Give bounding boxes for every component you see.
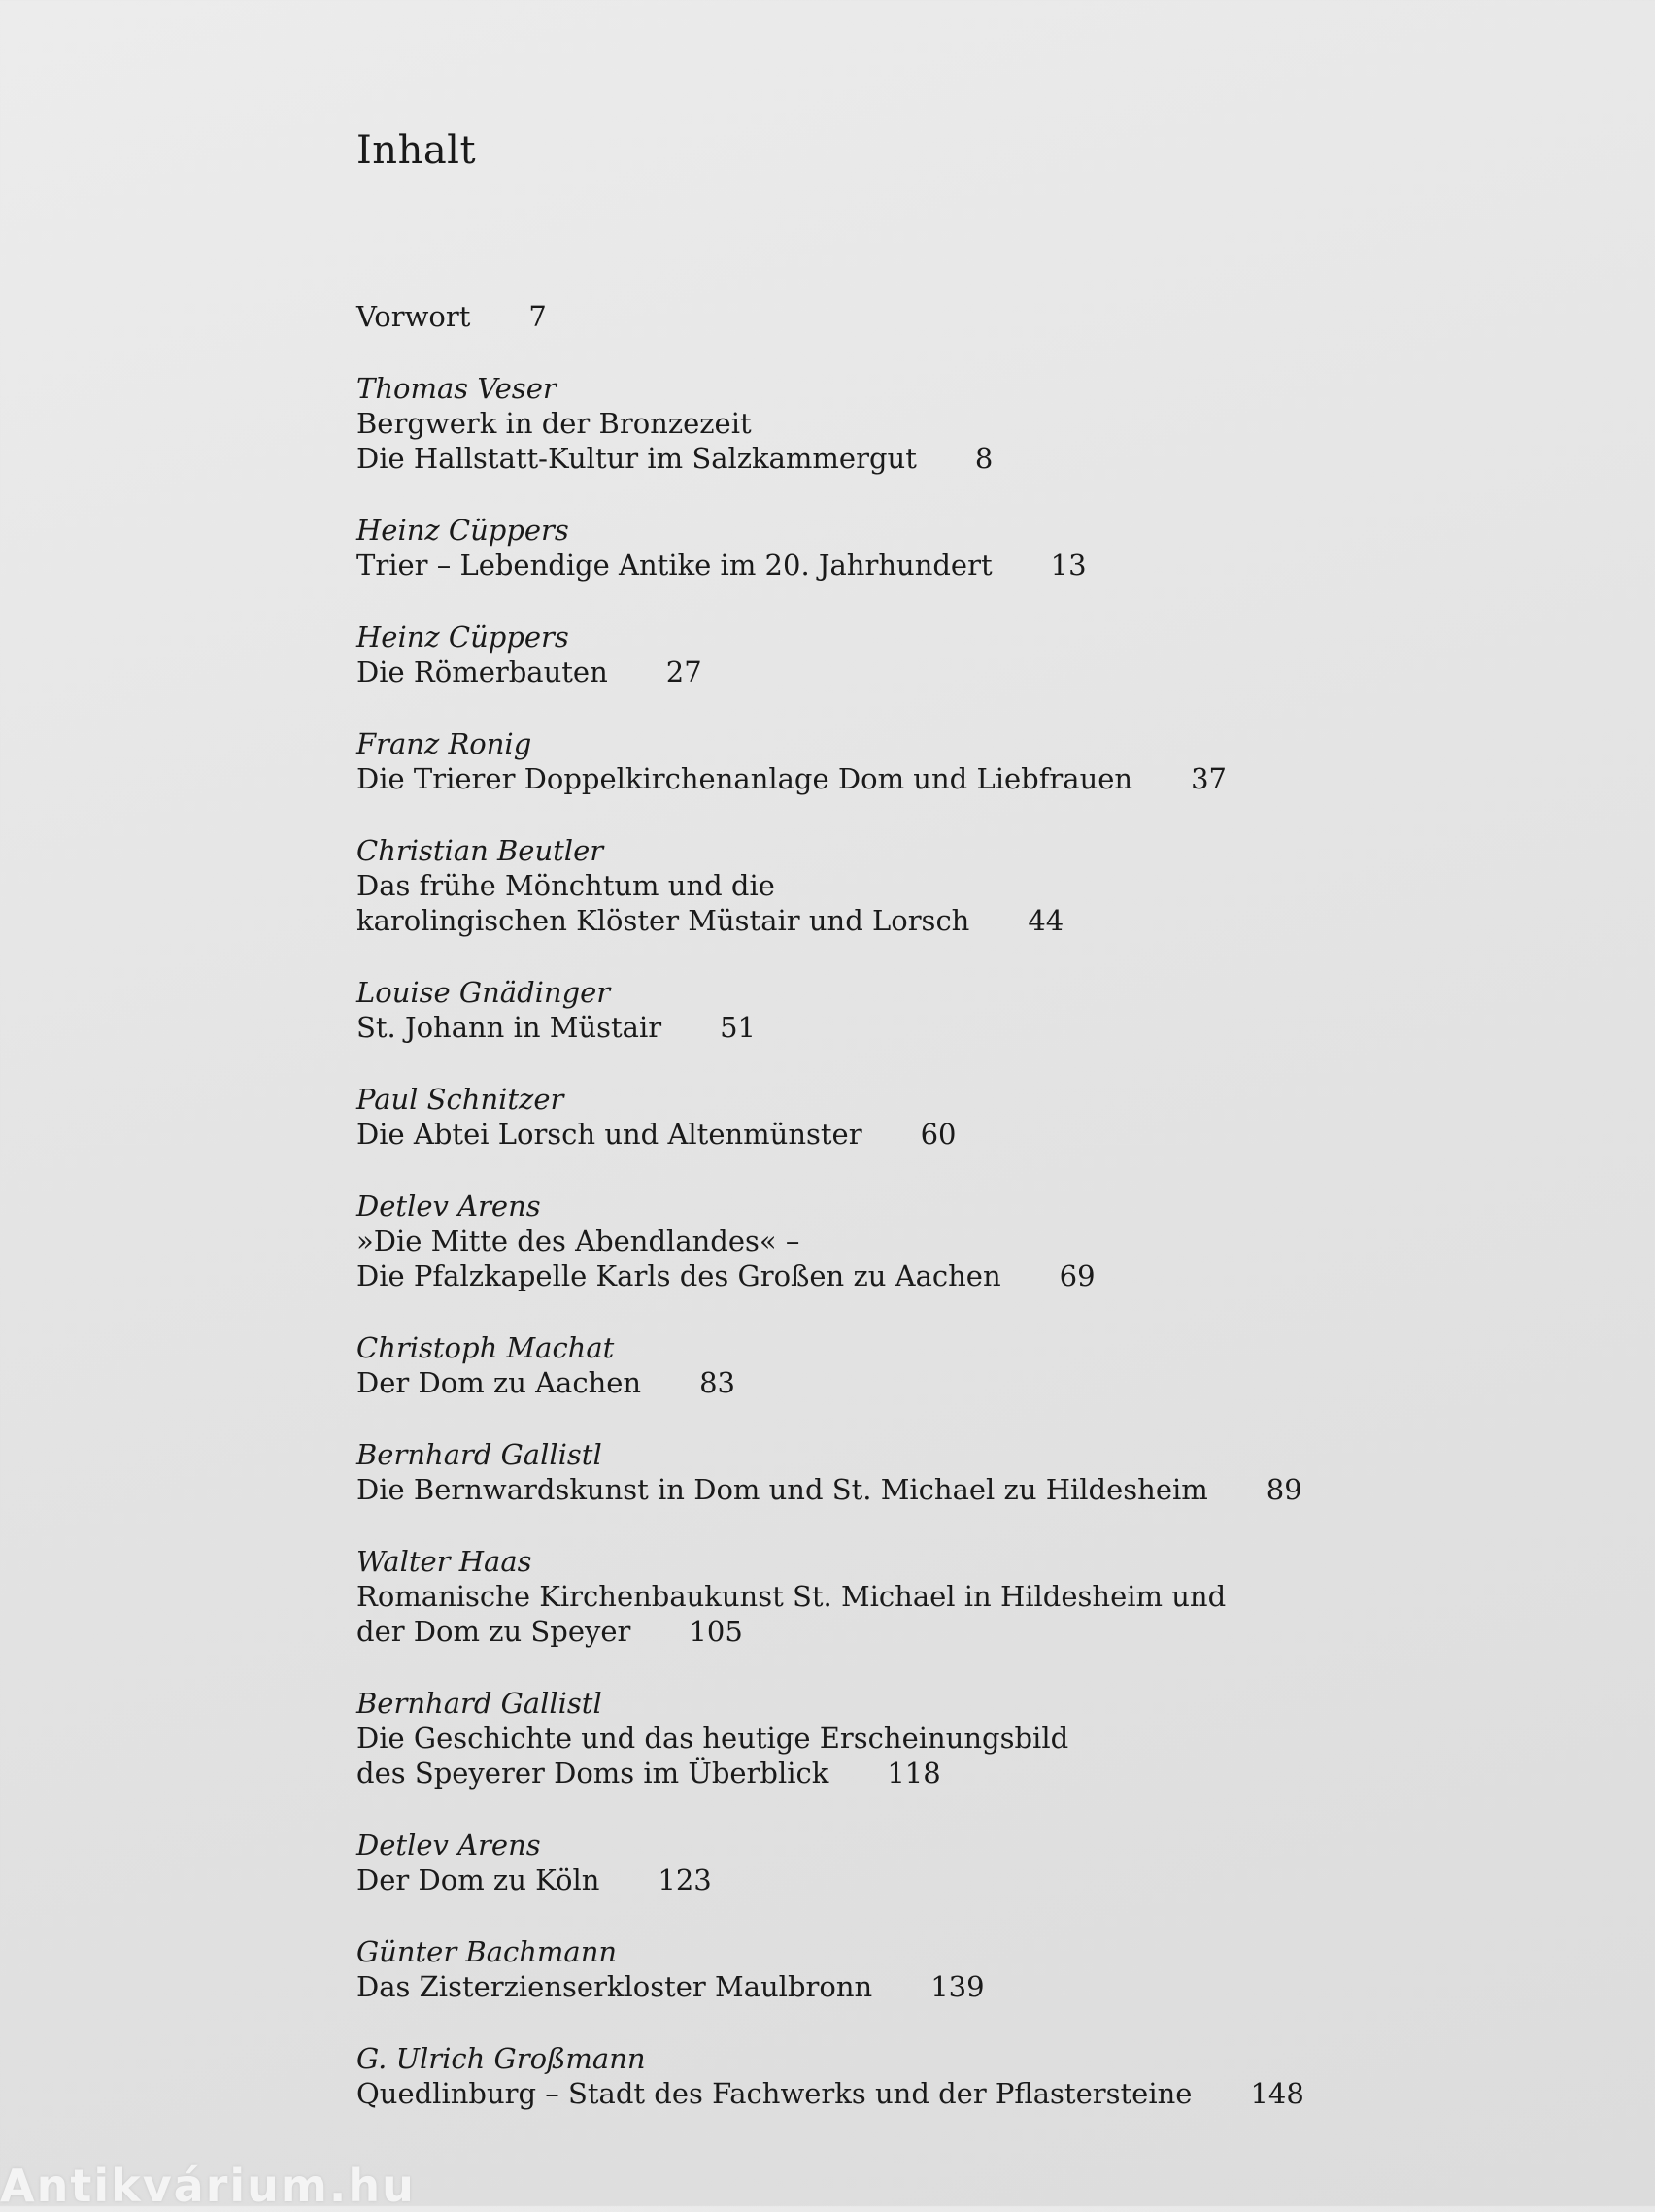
toc-entry [356, 833, 1328, 938]
toc-page-number: 44 [1028, 904, 1064, 937]
toc-title-text: St. Johann in Müstair [356, 1011, 662, 1044]
toc-title-line [356, 2076, 1328, 2111]
toc-author: Heinz Cüppers [356, 620, 569, 654]
toc-title-text: Die Geschichte und das heutige Erscheinungsbild [356, 1722, 1069, 1755]
toc-title-line [356, 1862, 1328, 1897]
toc-title-line [356, 1258, 1328, 1293]
toc-title-line [356, 868, 1328, 903]
toc-title-text: Trier – Lebendige Antike im 20. Jahrhundert [356, 549, 993, 582]
toc-entry [356, 1082, 1328, 1152]
toc-page-number: 13 [1050, 549, 1087, 582]
toc-title-text: Die Pfalzkapelle Karls des Großen zu Aachen [356, 1259, 1001, 1292]
toc-title-text: Die Hallstatt-Kultur im Salzkammergut [356, 442, 917, 475]
toc-title-text: Die Römerbauten [356, 655, 608, 688]
toc-entry [356, 1437, 1328, 1507]
toc-title-line [356, 1010, 1328, 1045]
toc-title-line [356, 654, 1328, 689]
toc-author: G. Ulrich Großmann [356, 2042, 646, 2075]
toc-title-line [356, 548, 1328, 583]
toc-title-text: Vorwort [356, 300, 471, 333]
toc-page-number: 51 [720, 1011, 756, 1044]
toc-entry [356, 1544, 1328, 1649]
toc-title-text: des Speyerer Doms im Überblick [356, 1757, 829, 1790]
toc-author: Heinz Cüppers [356, 514, 569, 547]
toc-page-number: 60 [920, 1118, 957, 1151]
toc-title-line [356, 299, 1328, 334]
toc-author: Detlev Arens [356, 1828, 541, 1861]
toc-title-line [356, 1721, 1328, 1756]
toc-title-text: Quedlinburg – Stadt des Fachwerks und der Pflastersteine [356, 2077, 1193, 2110]
toc-title-text: karolingischen Klöster Müstair und Lorsch [356, 904, 970, 937]
toc-page-number: 8 [974, 442, 994, 475]
toc-title-text: Die Abtei Lorsch und Altenmünster [356, 1118, 862, 1151]
toc-page-number: 83 [699, 1366, 735, 1399]
toc-page-number: 7 [528, 300, 547, 333]
watermark: Antikvárium.hu [0, 2160, 416, 2212]
toc-entry [356, 371, 1328, 476]
toc-page-number: 139 [930, 1970, 985, 2003]
toc-entry [356, 1189, 1328, 1293]
toc-title-text: Der Dom zu Aachen [356, 1366, 642, 1399]
toc-entry [356, 299, 1328, 334]
toc-title-line [356, 1223, 1328, 1258]
toc-author: Thomas Veser [356, 372, 557, 405]
toc-author: Louise Gnädinger [356, 976, 611, 1009]
toc-title-text: »Die Mitte des Abendlandes« – [356, 1224, 800, 1257]
toc-title-line [356, 441, 1328, 476]
toc-author: Bernhard Gallistl [356, 1687, 602, 1720]
toc-author: Franz Ronig [356, 727, 532, 760]
toc-page-number: 37 [1191, 762, 1228, 795]
toc-author: Bernhard Gallistl [356, 1438, 602, 1471]
toc-title-text: Das Zisterzienserkloster Maulbronn [356, 1970, 873, 2003]
toc-page-number: 123 [658, 1863, 712, 1896]
toc-entry [356, 1934, 1328, 2004]
toc-author: Christian Beutler [356, 834, 604, 867]
toc-entry [356, 2041, 1328, 2111]
toc-page-number: 118 [887, 1757, 941, 1790]
toc-title-line [356, 406, 1328, 441]
toc-author: Paul Schnitzer [356, 1083, 564, 1116]
toc-title-text: Das frühe Mönchtum und die [356, 869, 775, 902]
toc-entry [356, 975, 1328, 1045]
toc-title-line [356, 1365, 1328, 1400]
toc-title-text: Die Trierer Doppelkirchenanlage Dom und Liebfrauen [356, 762, 1133, 795]
table-of-contents [356, 299, 1328, 2148]
toc-title-text: der Dom zu Speyer [356, 1615, 631, 1648]
toc-page-number: 27 [665, 655, 702, 688]
toc-page-number: 105 [689, 1615, 743, 1648]
toc-page-number: 69 [1059, 1259, 1096, 1292]
toc-title-line [356, 903, 1328, 938]
toc-author: Günter Bachmann [356, 1935, 618, 1968]
toc-title-line [356, 1614, 1328, 1649]
toc-title-line [356, 761, 1328, 796]
toc-title-text: Romanische Kirchenbaukunst St. Michael in Hildesheim und [356, 1580, 1227, 1613]
toc-title-text: Die Bernwardskunst in Dom und St. Michael zu Hildesheim [356, 1473, 1208, 1506]
toc-author: Detlev Arens [356, 1190, 541, 1223]
toc-author: Christoph Machat [356, 1331, 615, 1364]
toc-entry [356, 513, 1328, 583]
toc-entry [356, 620, 1328, 689]
toc-title-line [356, 1969, 1328, 2004]
toc-title-text: Bergwerk in der Bronzezeit [356, 407, 752, 440]
toc-title-line [356, 1472, 1328, 1507]
toc-page-number: 148 [1250, 2077, 1304, 2110]
toc-entry [356, 726, 1328, 796]
toc-title-line [356, 1117, 1328, 1152]
toc-page-number: 89 [1266, 1473, 1302, 1506]
toc-title-text: Der Dom zu Köln [356, 1863, 600, 1896]
toc-entry [356, 1827, 1328, 1897]
page-title: Inhalt [356, 128, 477, 173]
toc-author: Walter Haas [356, 1545, 532, 1578]
toc-entry [356, 1686, 1328, 1791]
toc-entry [356, 1330, 1328, 1400]
toc-title-line [356, 1579, 1328, 1614]
toc-title-line [356, 1756, 1328, 1791]
